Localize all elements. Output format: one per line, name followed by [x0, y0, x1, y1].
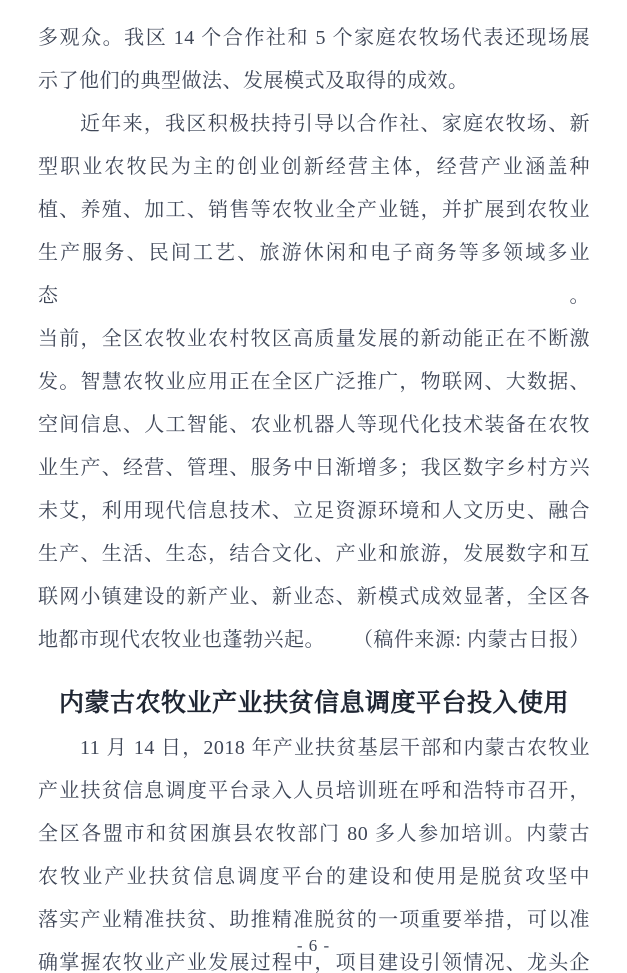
document-body [38, 17, 590, 973]
text-line: 当前，全区农牧业农村牧区高质量发展的新动能正在不断激 [38, 328, 590, 350]
text-line: 生产服务、民间工艺、旅游休闲和电子商务等多领域多业态。 [38, 242, 590, 307]
text-line: 型职业农牧民为主的创业创新经营主体，经营产业涵盖种 [38, 156, 590, 178]
section-heading: 内蒙古农牧业产业扶贫信息调度平台投入使用 [58, 690, 569, 717]
text-line: 示了他们的典型做法、发展模式及取得的成效。 [38, 70, 469, 92]
text-line: 农牧业产业扶贫信息调度平台的建设和使用是脱贫攻坚中 [38, 866, 590, 888]
text-line: 11 月 14 日，2018 年产业扶贫基层干部和内蒙古农牧业 [80, 737, 590, 759]
text-line: 全区各盟市和贫困旗县农牧部门 80 多人参加培训。内蒙古 [38, 823, 590, 845]
text-line: 发。智慧农牧业应用正在全区广泛推广，物联网、大数据、 [38, 371, 590, 393]
text-line: 落实产业精准扶贫、助推精准脱贫的一项重要举措，可以准 [38, 909, 590, 931]
text-line [38, 619, 590, 662]
page-number: - 6 - [296, 936, 331, 955]
text-line: 确掌握农牧业产业发展过程中，项目建设引领情况、龙头企 [38, 952, 590, 973]
text-line: 植、养殖、加工、销售等农牧业全产业链，并扩展到农牧业 [38, 199, 590, 221]
text-line: 近年来，我区积极扶持引导以合作社、家庭农牧场、新 [80, 113, 590, 135]
source-note: （稿件来源: 内蒙古日报） [352, 629, 590, 651]
text-line: 业生产、经营、管理、服务中日渐增多；我区数字乡村方兴 [38, 457, 590, 479]
text-line: 空间信息、人工智能、农业机器人等现代化技术装备在农牧 [38, 414, 590, 436]
text-line: 未艾，利用现代信息技术、立足资源环境和人文历史、融合 [38, 500, 590, 522]
text-line: 生产、生活、生态，结合文化、产业和旅游，发展数字和互 [38, 543, 590, 565]
text-line: 联网小镇建设的新产业、新业态、新模式成效显著，全区各 [38, 586, 590, 608]
text-line: 多观众。我区 14 个合作社和 5 个家庭农牧场代表还现场展 [38, 27, 590, 49]
text-line-left: 地都市现代农牧业也蓬勃兴起。 [38, 629, 325, 651]
text-line: 产业扶贫信息调度平台录入人员培训班在呼和浩特市召开， [38, 780, 590, 802]
